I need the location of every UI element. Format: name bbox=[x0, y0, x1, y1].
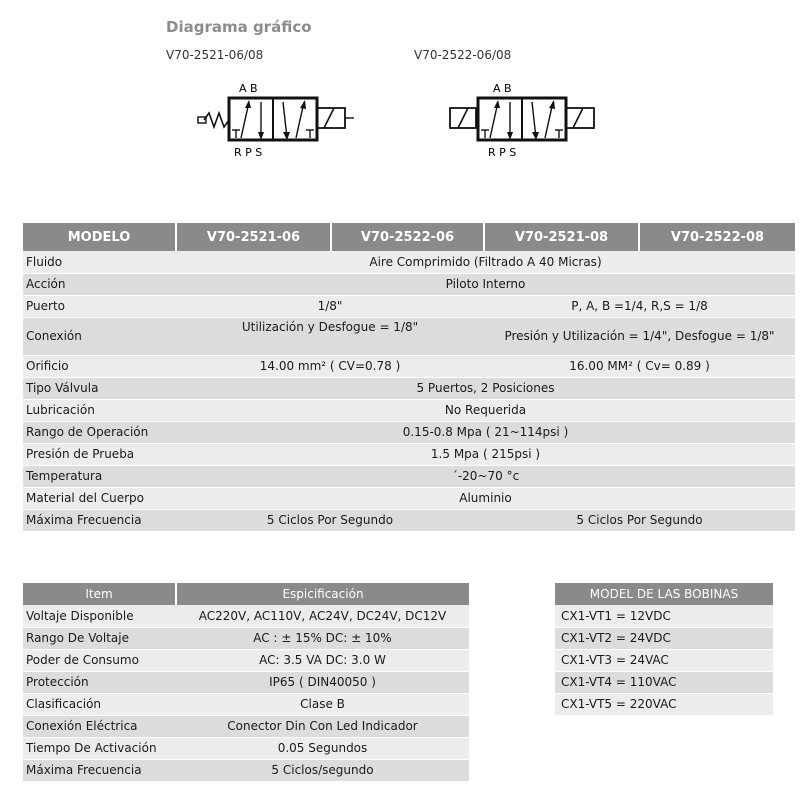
spec-table bbox=[23, 223, 795, 532]
row-label: Protección bbox=[23, 671, 176, 693]
row-value-06: 14.00 mm² ( CV=0.78 ) bbox=[176, 355, 484, 377]
ports-bottom-label: R P S bbox=[488, 146, 517, 159]
table-row bbox=[23, 295, 795, 317]
header-model-3: V70-2521-08 bbox=[484, 223, 639, 251]
header-model-2: V70-2522-06 bbox=[331, 223, 484, 251]
row-label: Máxima Frecuencia bbox=[23, 509, 176, 531]
row-label: Orificio bbox=[23, 355, 176, 377]
coil-model: CX1-VT3 = 24VAC bbox=[555, 649, 773, 671]
row-value: 0.15-0.8 Mpa ( 21~114psi ) bbox=[176, 421, 795, 443]
row-label: Rango de Operación bbox=[23, 421, 176, 443]
row-label: Conexión bbox=[23, 317, 176, 355]
table-row bbox=[23, 509, 795, 531]
table-row bbox=[555, 627, 773, 649]
valve-symbol-spring-return bbox=[194, 80, 359, 160]
ports-top-label: A B bbox=[493, 82, 512, 95]
table-row bbox=[23, 737, 469, 759]
row-value-08: 5 Ciclos Por Segundo bbox=[484, 509, 795, 531]
table-row bbox=[23, 355, 795, 377]
coil-spec-table bbox=[23, 583, 469, 782]
row-label: Máxima Frecuencia bbox=[23, 759, 176, 781]
row-label: Conexión Eléctrica bbox=[23, 715, 176, 737]
row-label: Poder de Consumo bbox=[23, 649, 176, 671]
header-spec: Espicificación bbox=[176, 583, 469, 605]
diagram-right-label: V70-2522-06/08 bbox=[414, 48, 512, 62]
table-row bbox=[23, 377, 795, 399]
row-value: AC : ± 15% DC: ± 10% bbox=[176, 627, 469, 649]
row-value: Aire Comprimido (Filtrado A 40 Micras) bbox=[176, 251, 795, 273]
row-label: Lubricación bbox=[23, 399, 176, 421]
row-value: AC220V, AC110V, AC24V, DC24V, DC12V bbox=[176, 605, 469, 627]
row-value-08: 16.00 MM² ( Cv= 0.89 ) bbox=[484, 355, 795, 377]
table-row bbox=[23, 649, 469, 671]
table-row bbox=[23, 421, 795, 443]
spec-header-row bbox=[23, 223, 795, 251]
row-label: Clasificación bbox=[23, 693, 176, 715]
coils-header-row bbox=[555, 583, 773, 605]
row-value-06: 5 Ciclos Por Segundo bbox=[176, 509, 484, 531]
header-item: Item bbox=[23, 583, 176, 605]
row-label: Material del Cuerpo bbox=[23, 487, 176, 509]
row-value-08: Presión y Utilización = 1/4", Desfogue = 1/8" bbox=[484, 317, 795, 355]
table-row bbox=[23, 487, 795, 509]
table-row bbox=[23, 443, 795, 465]
row-value-08: P, A, B =1/4, R,S = 1/8 bbox=[484, 295, 795, 317]
table-row bbox=[23, 317, 795, 355]
ports-bottom-label: R P S bbox=[234, 146, 263, 159]
table-row bbox=[23, 715, 469, 737]
row-label: Temperatura bbox=[23, 465, 176, 487]
row-label: Puerto bbox=[23, 295, 176, 317]
row-value-06: 1/8" bbox=[176, 295, 484, 317]
row-value: Conector Din Con Led Indicador bbox=[176, 715, 469, 737]
table-row bbox=[555, 693, 773, 715]
table-row bbox=[23, 273, 795, 295]
valve-symbol-double-solenoid bbox=[448, 80, 608, 160]
header-modelo: MODELO bbox=[23, 223, 176, 251]
row-label: Voltaje Disponible bbox=[23, 605, 176, 627]
row-label: Acción bbox=[23, 273, 176, 295]
table-row bbox=[23, 693, 469, 715]
table-row bbox=[23, 251, 795, 273]
row-value: ´-20~70 °c bbox=[176, 465, 795, 487]
header-coil-models: MODEL DE LAS BOBINAS bbox=[555, 583, 773, 605]
table-row bbox=[23, 465, 795, 487]
header-model-4: V70-2522-08 bbox=[639, 223, 795, 251]
table-row bbox=[23, 759, 469, 781]
row-value: No Requerida bbox=[176, 399, 795, 421]
ports-top-label: A B bbox=[239, 82, 258, 95]
table-row bbox=[555, 671, 773, 693]
table-row bbox=[23, 627, 469, 649]
row-value: 0.05 Segundos bbox=[176, 737, 469, 759]
coil-model: CX1-VT4 = 110VAC bbox=[555, 671, 773, 693]
row-label: Fluido bbox=[23, 251, 176, 273]
coil-model: CX1-VT1 = 12VDC bbox=[555, 605, 773, 627]
coil-model: CX1-VT5 = 220VAC bbox=[555, 693, 773, 715]
row-label: Tipo Válvula bbox=[23, 377, 176, 399]
page-title: Diagrama gráfico bbox=[166, 18, 312, 36]
row-value-06: Utilización y Desfogue = 1/8" bbox=[176, 317, 484, 355]
row-value: Clase B bbox=[176, 693, 469, 715]
row-value: IP65 ( DIN40050 ) bbox=[176, 671, 469, 693]
table-row bbox=[555, 649, 773, 671]
coil-models-table bbox=[555, 583, 773, 716]
row-value: Piloto Interno bbox=[176, 273, 795, 295]
table-row bbox=[23, 671, 469, 693]
row-value: 5 Puertos, 2 Posiciones bbox=[176, 377, 795, 399]
row-label: Tiempo De Activación bbox=[23, 737, 176, 759]
row-value: Aluminio bbox=[176, 487, 795, 509]
coil-model: CX1-VT2 = 24VDC bbox=[555, 627, 773, 649]
header-model-1: V70-2521-06 bbox=[176, 223, 331, 251]
row-value: 5 Ciclos/segundo bbox=[176, 759, 469, 781]
row-label: Rango De Voltaje bbox=[23, 627, 176, 649]
row-value: 1.5 Mpa ( 215psi ) bbox=[176, 443, 795, 465]
diagram-left-label: V70-2521-06/08 bbox=[166, 48, 264, 62]
table-row bbox=[23, 399, 795, 421]
row-label: Presión de Prueba bbox=[23, 443, 176, 465]
row-value: AC: 3.5 VA DC: 3.0 W bbox=[176, 649, 469, 671]
items-header-row bbox=[23, 583, 469, 605]
table-row bbox=[555, 605, 773, 627]
table-row bbox=[23, 605, 469, 627]
